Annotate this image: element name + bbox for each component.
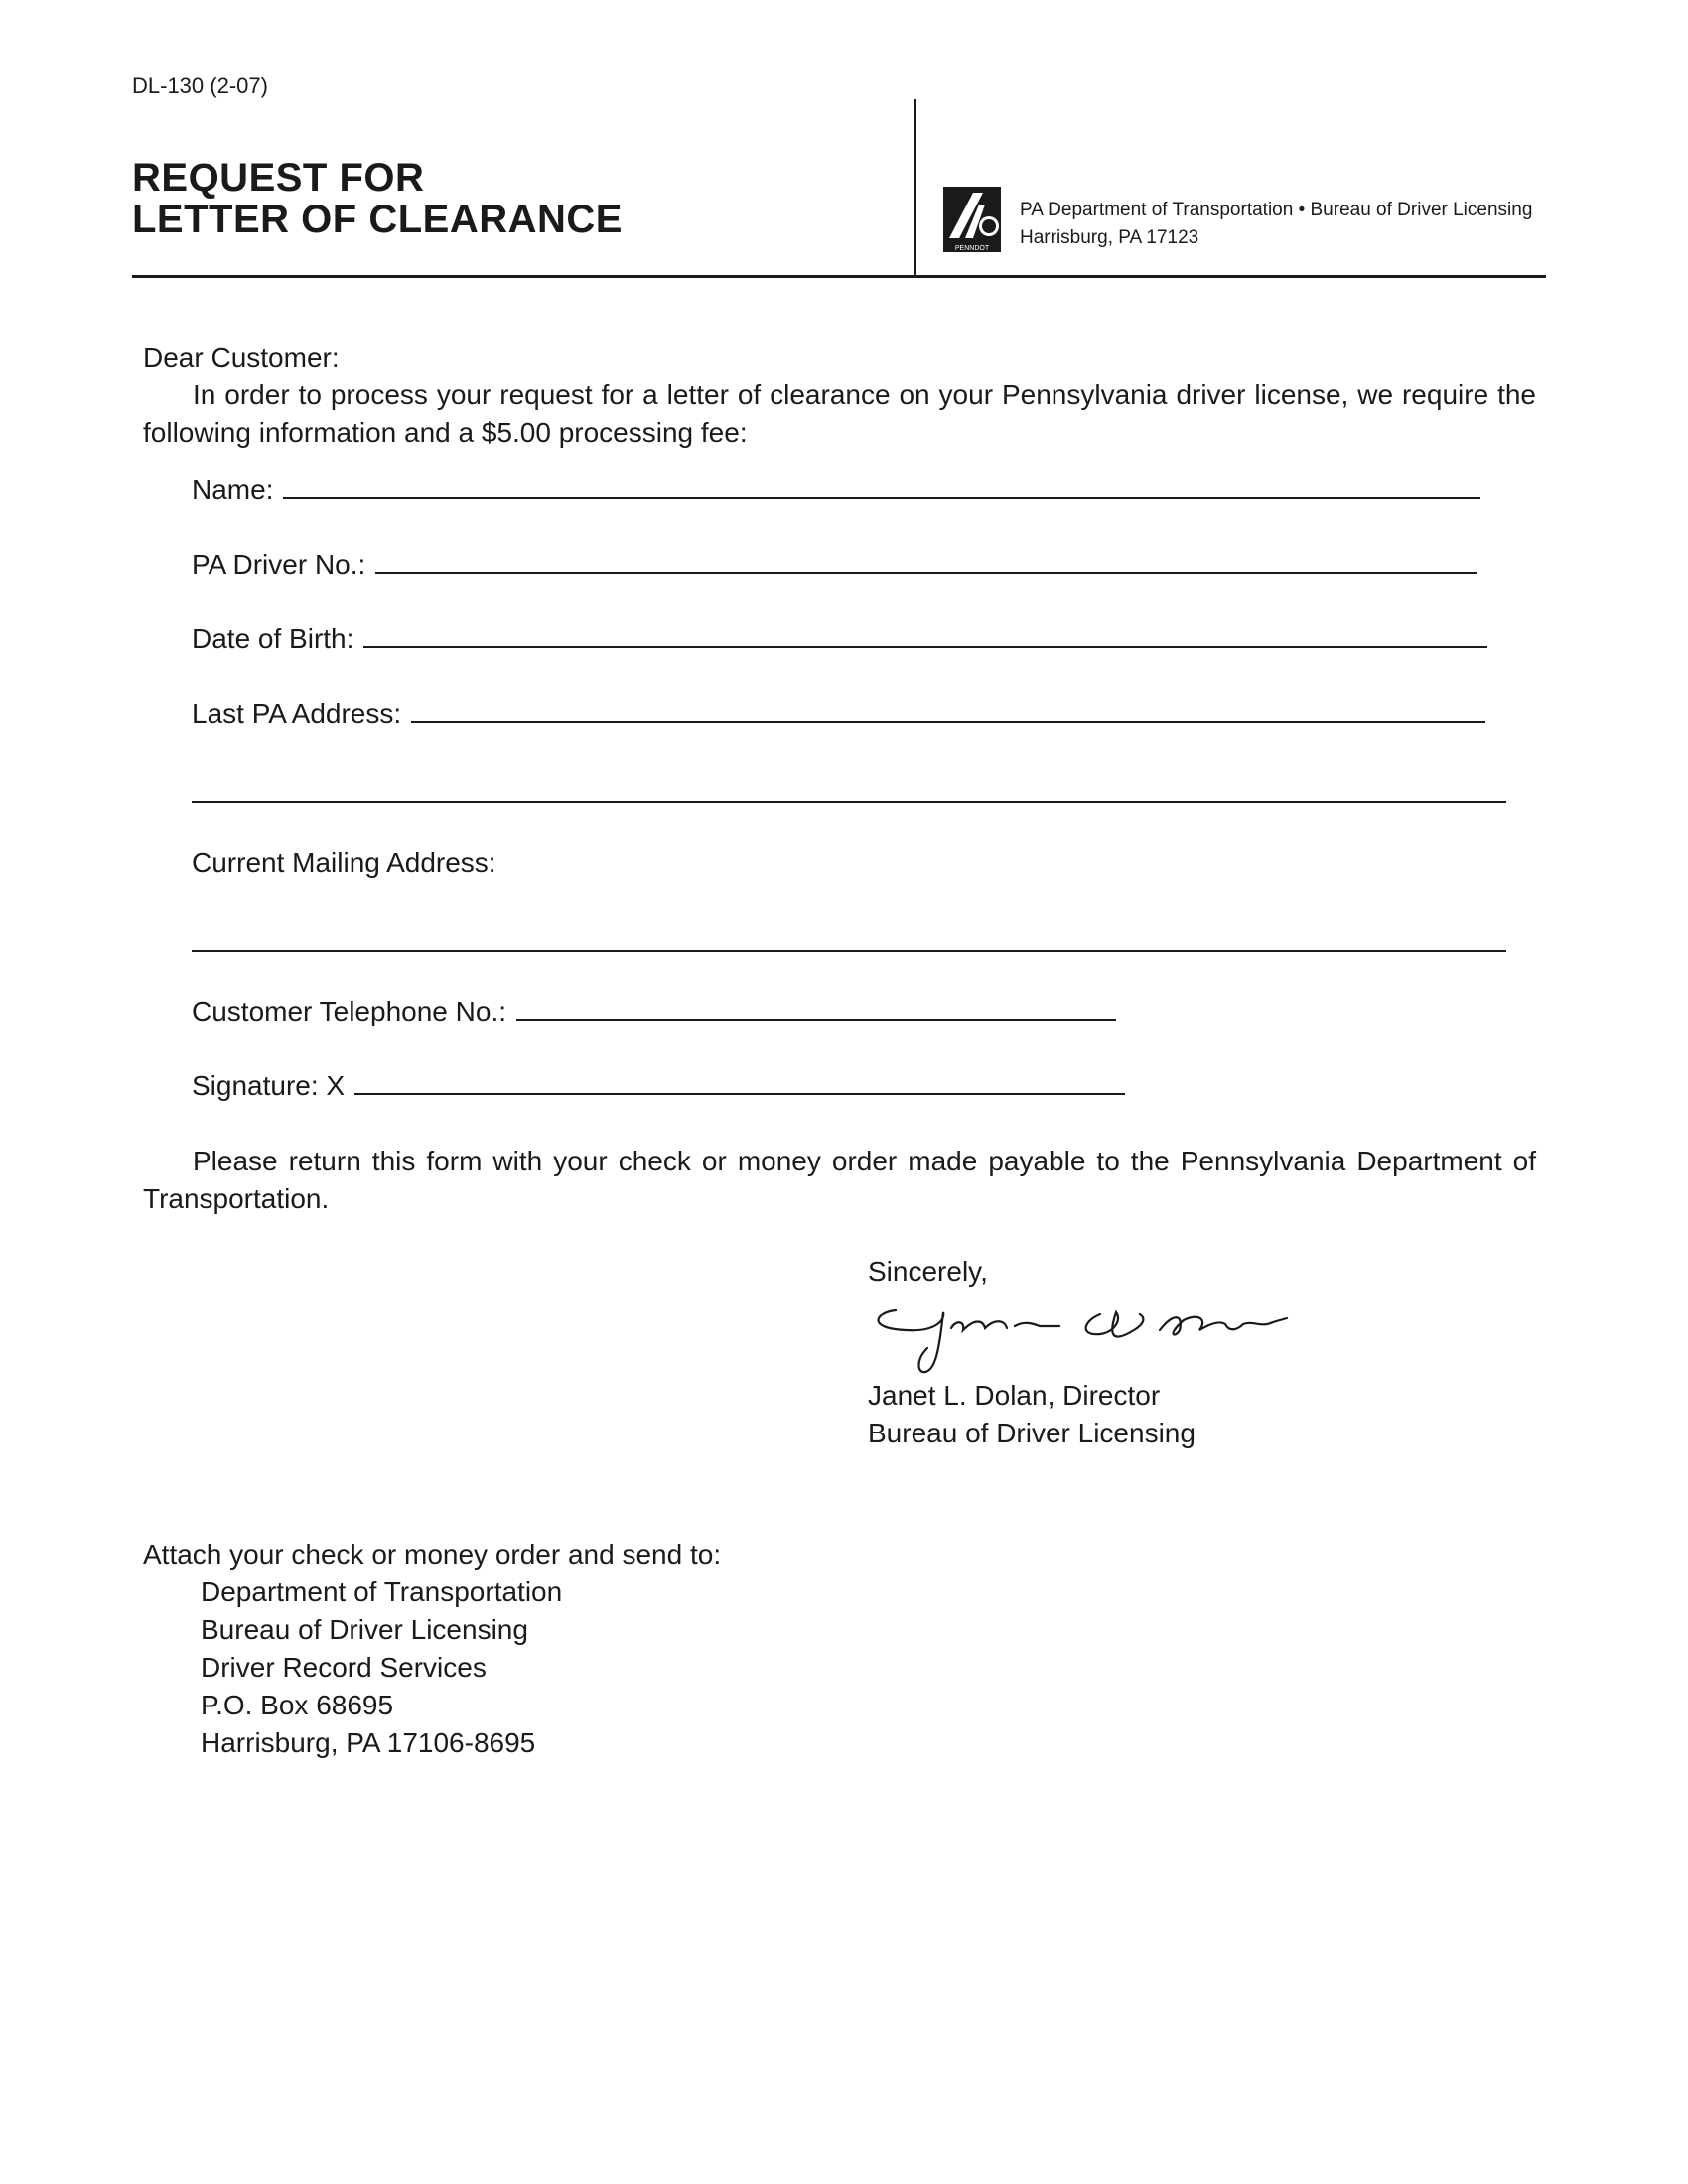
- driver-no-label: PA Driver No.:: [192, 549, 366, 580]
- mailing-instruction: Attach your check or money order and send to:: [143, 1539, 722, 1570]
- agency-line-1: PA Department of Transportation • Bureau of Driver Licensing: [1020, 200, 1533, 220]
- closing-paragraph: Please return this form with your check or money order made payable to the Pennsylvania Department of Transportation.: [143, 1146, 1536, 1214]
- last-address-input-line[interactable]: [411, 721, 1485, 723]
- driver-no-field[interactable]: [192, 549, 1477, 581]
- name-field[interactable]: [192, 475, 1480, 506]
- last-address-label: Last PA Address:: [192, 698, 402, 729]
- signer-block: [868, 1377, 1196, 1452]
- logo-text: PENNDOT: [954, 245, 990, 252]
- signature-label: Signature: X: [192, 1070, 346, 1101]
- signer-bureau: Bureau of Driver Licensing: [868, 1418, 1196, 1448]
- mailing-address-label: Current Mailing Address:: [192, 847, 496, 878]
- address-line-1: Department of Transportation: [201, 1576, 563, 1607]
- dob-input-line[interactable]: [363, 646, 1487, 648]
- address-line-5: Harrisburg, PA 17106-8695: [201, 1727, 536, 1758]
- page-title: [132, 157, 623, 240]
- telephone-field[interactable]: [192, 996, 1116, 1027]
- agency-line-2: Harrisburg, PA 17123: [1020, 227, 1199, 248]
- header-divider-vertical: [914, 99, 916, 276]
- telephone-input-line[interactable]: [516, 1019, 1116, 1021]
- dob-label: Date of Birth:: [192, 623, 354, 654]
- salutation: Dear Customer:: [143, 342, 340, 373]
- signature-field[interactable]: [192, 1070, 1125, 1102]
- penndot-logo: [943, 187, 1001, 252]
- mailing-address-block: [201, 1573, 562, 1762]
- address-line-2: Bureau of Driver Licensing: [201, 1614, 528, 1645]
- mailing-address-input-line[interactable]: [192, 950, 1506, 952]
- telephone-label: Customer Telephone No.:: [192, 996, 506, 1026]
- name-label: Name:: [192, 475, 274, 505]
- dob-field[interactable]: [192, 623, 1487, 655]
- signer-name: Janet L. Dolan, Director: [868, 1380, 1161, 1411]
- address-line-3: Driver Record Services: [201, 1652, 487, 1683]
- driver-no-input-line[interactable]: [375, 572, 1477, 574]
- last-address-input-line-2[interactable]: [192, 801, 1506, 803]
- intro-paragraph: In order to process your request for a letter of clearance on your Pennsylvania driver license, we require the following information and a $5.00 processing fee:: [143, 379, 1536, 448]
- address-line-4: P.O. Box 68695: [201, 1690, 394, 1720]
- last-address-field[interactable]: [192, 698, 1485, 730]
- mailing-address-field: [192, 847, 496, 879]
- agency-info: [1020, 197, 1532, 252]
- signature-input-line[interactable]: [354, 1093, 1125, 1095]
- header-divider-horizontal: [132, 275, 1546, 278]
- sign-off: Sincerely,: [868, 1256, 988, 1287]
- title-line-2: LETTER OF CLEARANCE: [132, 198, 623, 241]
- name-input-line[interactable]: [283, 497, 1480, 499]
- form-number: DL-130 (2-07): [132, 73, 268, 98]
- director-signature: [866, 1291, 1303, 1380]
- title-line-1: REQUEST FOR: [132, 156, 425, 200]
